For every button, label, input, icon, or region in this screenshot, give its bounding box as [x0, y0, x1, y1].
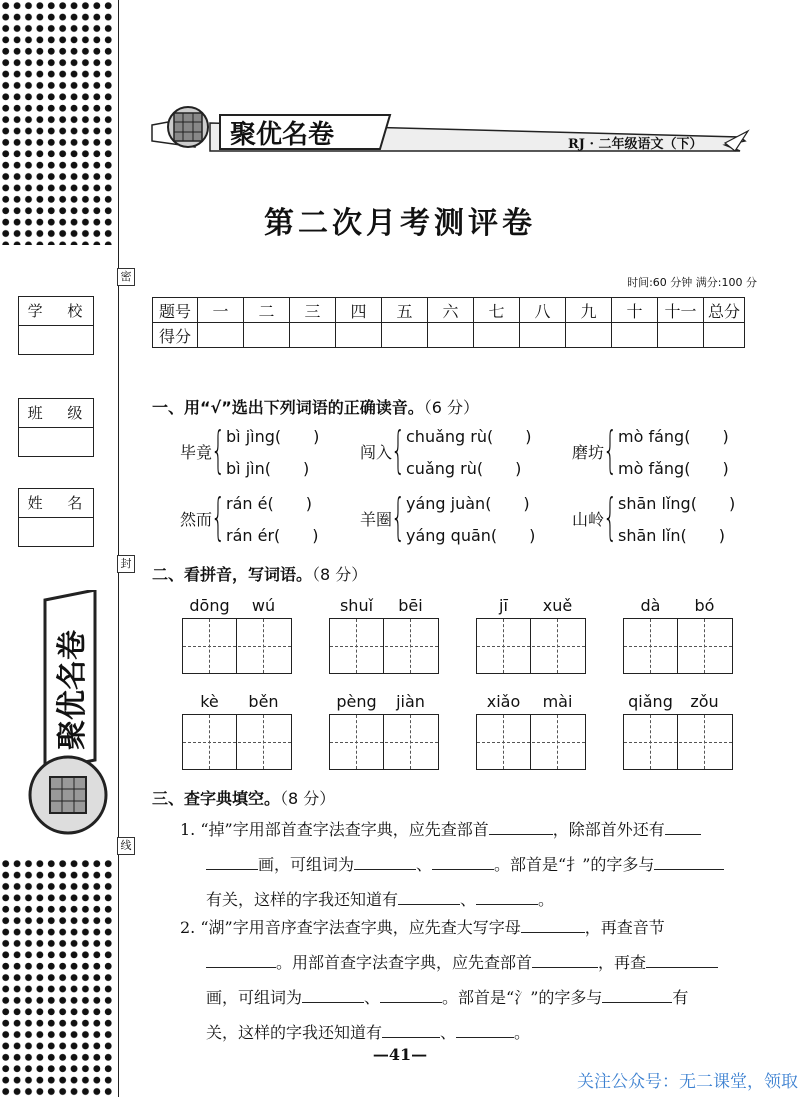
- answer-blank[interactable]: [206, 851, 258, 870]
- character-boxes[interactable]: [476, 618, 586, 674]
- box-guide: [477, 742, 585, 743]
- pinyin-choice-item: [180, 487, 350, 551]
- answer-blank[interactable]: [476, 886, 538, 905]
- pinyin-syllable: xiǎo: [486, 692, 521, 711]
- score-col: 六: [428, 298, 474, 323]
- choice-option[interactable]: yáng quān( ): [406, 526, 536, 545]
- box-guide: [624, 742, 732, 743]
- score-col: 十一: [658, 298, 704, 323]
- class-input[interactable]: [19, 428, 93, 456]
- answer-blank[interactable]: [456, 1019, 514, 1038]
- q1-text: ，除部首外还有: [552, 820, 665, 839]
- q2-line-1: [180, 910, 770, 945]
- dictionary-question-2: [180, 910, 770, 945]
- name-input[interactable]: [19, 518, 93, 546]
- pinyin-syllable: zǒu: [690, 692, 719, 711]
- score-cell[interactable]: [612, 323, 658, 348]
- pinyin-syllable: kè: [200, 692, 219, 711]
- pinyin-syllable: dōng: [189, 596, 230, 615]
- score-cell[interactable]: [520, 323, 566, 348]
- score-cell[interactable]: [198, 323, 244, 348]
- choice-word: 羊圈: [360, 510, 393, 529]
- q2-text: 有: [672, 988, 689, 1007]
- character-boxes[interactable]: [329, 714, 439, 770]
- answer-blank[interactable]: [398, 886, 460, 905]
- score-cell[interactable]: [336, 323, 382, 348]
- writing-grid[interactable]: [476, 692, 586, 748]
- answer-blank[interactable]: [354, 851, 416, 870]
- score-cell[interactable]: [658, 323, 704, 348]
- footer-watermark: 关注公众号：无二课堂，领取: [577, 1072, 798, 1092]
- choice-word: 磨坊: [572, 443, 605, 462]
- character-boxes[interactable]: [182, 714, 292, 770]
- choice-option[interactable]: shān lǐng( ): [618, 494, 736, 513]
- q1-text: 、: [460, 890, 477, 909]
- dictionary-question-2-cont: [206, 945, 772, 1050]
- writing-grid[interactable]: [182, 692, 292, 748]
- score-col: 总分: [704, 298, 745, 323]
- character-boxes[interactable]: [476, 714, 586, 770]
- box-guide: [477, 646, 585, 647]
- character-boxes[interactable]: [623, 714, 733, 770]
- q2-line-3: [206, 980, 772, 1015]
- writing-grid[interactable]: [329, 596, 439, 652]
- seal-char-feng: 封: [117, 555, 135, 573]
- choice-option[interactable]: cuǎng rù( ): [406, 459, 522, 478]
- score-col: 八: [520, 298, 566, 323]
- brace-icon: {: [603, 421, 618, 479]
- pinyin-choice-item: [180, 420, 350, 484]
- choice-word: 毕竟: [180, 443, 213, 462]
- pinyin-syllable: shuǐ: [339, 596, 374, 615]
- box-guide: [183, 646, 291, 647]
- brace-icon: {: [391, 421, 406, 479]
- section-2-score: （8 分）: [312, 565, 368, 584]
- section-1-title: [152, 395, 479, 418]
- brace-icon: {: [211, 421, 226, 479]
- score-cell[interactable]: [566, 323, 612, 348]
- brand-name: 聚优名卷: [230, 120, 335, 150]
- pinyin-choice-item: [360, 487, 560, 551]
- answer-blank[interactable]: [654, 851, 724, 870]
- score-cell[interactable]: [428, 323, 474, 348]
- q2-text: ，再查音节: [584, 918, 665, 937]
- pinyin-syllable: xuě: [542, 596, 573, 615]
- score-cell[interactable]: [382, 323, 428, 348]
- score-col: 九: [566, 298, 612, 323]
- section-1-score: （6 分）: [423, 398, 479, 417]
- pinyin-choice-item: [572, 420, 772, 484]
- character-boxes[interactable]: [182, 618, 292, 674]
- choice-option[interactable]: mò fáng( ): [618, 427, 729, 446]
- pinyin-syllable: dà: [640, 596, 661, 615]
- q2-text: 关，这样的字我还知道有: [206, 1023, 383, 1042]
- q1-text: 。部首是“扌”的字多与: [494, 855, 655, 874]
- answer-blank[interactable]: [432, 851, 494, 870]
- q1-line-1: [180, 812, 770, 847]
- box-guide: [624, 646, 732, 647]
- header-banner: [150, 105, 750, 163]
- score-header-label: 题号: [153, 298, 198, 323]
- score-table: [152, 297, 745, 348]
- choice-option[interactable]: chuǎng rù( ): [406, 427, 532, 446]
- dictionary-question-1-cont: [206, 847, 772, 917]
- choice-option[interactable]: yáng juàn( ): [406, 494, 530, 513]
- class-field[interactable]: [18, 398, 94, 457]
- pinyin-syllable: jiàn: [396, 692, 425, 711]
- q1-text: 、: [416, 855, 433, 874]
- pinyin-syllable: wú: [251, 596, 276, 615]
- score-cell[interactable]: [290, 323, 336, 348]
- q1-line-2: [206, 847, 772, 882]
- score-col: 一: [198, 298, 244, 323]
- choice-option[interactable]: bì jìn( ): [226, 459, 310, 478]
- score-cell[interactable]: [474, 323, 520, 348]
- score-col: 十: [612, 298, 658, 323]
- q1-text: 有关，这样的字我还知道有: [206, 890, 399, 909]
- section-3-title: [152, 786, 335, 809]
- subject-label: RJ · 二年级语文（下）: [568, 137, 703, 152]
- side-brand-logo: [20, 590, 115, 845]
- q1-text: 画，可组词为: [258, 855, 355, 874]
- choice-option[interactable]: shān lǐn( ): [618, 526, 726, 545]
- q2-text: 。用部首查字法查字典，应先查部首: [276, 953, 533, 972]
- box-guide: [330, 742, 438, 743]
- score-cell[interactable]: [244, 323, 290, 348]
- q2-text: 、: [440, 1023, 457, 1042]
- q1-text: 。: [538, 890, 555, 909]
- section-3-score: （8 分）: [280, 789, 336, 808]
- section-2-title: [152, 562, 367, 585]
- class-label: 班 级: [19, 399, 93, 428]
- score-col: 二: [244, 298, 290, 323]
- q2-text: 2. “湖”字用音序查字法查字典，应先查大写字母: [180, 918, 521, 937]
- score-row-label: 得分: [153, 323, 198, 348]
- pinyin-syllable: jī: [499, 596, 508, 615]
- school-input[interactable]: [19, 326, 93, 354]
- pinyin-syllable: běn: [248, 692, 279, 711]
- binding-line: [118, 0, 119, 1097]
- answer-blank[interactable]: [521, 914, 585, 933]
- section-2-text: 二、看拼音，写词语。: [152, 565, 313, 584]
- q2-text: 。部首是“氵”的字多与: [442, 988, 603, 1007]
- school-label: 学 校: [19, 297, 93, 326]
- side-brand-text: 聚优名卷: [55, 630, 90, 750]
- answer-blank[interactable]: [602, 984, 672, 1003]
- score-col: 七: [474, 298, 520, 323]
- character-boxes[interactable]: [329, 618, 439, 674]
- q2-text: 画，可组词为: [206, 988, 303, 1007]
- dictionary-question-1: [180, 812, 770, 847]
- score-col: 四: [336, 298, 382, 323]
- answer-blank[interactable]: [302, 984, 364, 1003]
- brace-icon: {: [391, 488, 406, 546]
- score-value-row: [153, 323, 745, 348]
- writing-grid[interactable]: [182, 596, 292, 652]
- answer-blank[interactable]: [380, 984, 442, 1003]
- answer-blank[interactable]: [206, 949, 276, 968]
- answer-blank[interactable]: [646, 949, 718, 968]
- q2-line-2: [206, 945, 772, 980]
- box-guide: [330, 646, 438, 647]
- time-info: 时间:60 分钟 满分:100 分: [627, 276, 757, 289]
- character-boxes[interactable]: [623, 618, 733, 674]
- q2-text: ，再查: [598, 953, 647, 972]
- pinyin-choice-item: [360, 420, 560, 484]
- choice-word: 山岭: [572, 510, 605, 529]
- section-3-text: 三、查字典填空。: [152, 789, 281, 808]
- pinyin-syllable: bēi: [398, 596, 423, 615]
- pinyin-syllable: pèng: [336, 692, 377, 711]
- page-title: 第二次月考测评卷: [264, 206, 536, 241]
- pinyin-syllable: qiǎng: [628, 692, 673, 711]
- box-guide: [183, 742, 291, 743]
- choice-option[interactable]: rán é( ): [226, 494, 312, 513]
- answer-blank[interactable]: [532, 949, 598, 968]
- page-number: —41—: [372, 1045, 428, 1064]
- q2-text: 、: [364, 988, 381, 1007]
- pinyin-choice-item: [572, 487, 772, 551]
- brace-icon: {: [603, 488, 618, 546]
- school-field[interactable]: [18, 296, 94, 355]
- answer-blank[interactable]: [489, 816, 553, 835]
- q1-text: 1. “掉”字用部首查字法查字典，应先查部首: [180, 820, 489, 839]
- pinyin-syllable: mài: [542, 692, 573, 711]
- answer-blank[interactable]: [665, 816, 701, 835]
- answer-blank[interactable]: [382, 1019, 440, 1038]
- pinyin-syllable: bó: [694, 596, 715, 615]
- writing-grid[interactable]: [476, 596, 586, 652]
- name-field[interactable]: [18, 488, 94, 547]
- writing-grid[interactable]: [329, 692, 439, 748]
- score-header-row: [153, 298, 745, 323]
- choice-option[interactable]: rán ér( ): [226, 526, 319, 545]
- writing-grid[interactable]: [623, 692, 733, 748]
- q2-text: 。: [514, 1023, 531, 1042]
- brace-icon: {: [211, 488, 226, 546]
- seal-char-mi: 密: [117, 268, 135, 286]
- name-label: 姓 名: [19, 489, 93, 518]
- score-col: 三: [290, 298, 336, 323]
- choice-option[interactable]: bì jìng( ): [226, 427, 320, 446]
- score-col: 五: [382, 298, 428, 323]
- writing-grid[interactable]: [623, 596, 733, 652]
- score-cell[interactable]: [704, 323, 745, 348]
- choice-word: 闯入: [360, 443, 393, 462]
- seal-char-xian: 线: [117, 837, 135, 855]
- choice-word: 然而: [180, 510, 213, 529]
- choice-option[interactable]: mò fǎng( ): [618, 459, 729, 478]
- section-1-text: 一、用“√”选出下列词语的正确读音。: [152, 398, 424, 417]
